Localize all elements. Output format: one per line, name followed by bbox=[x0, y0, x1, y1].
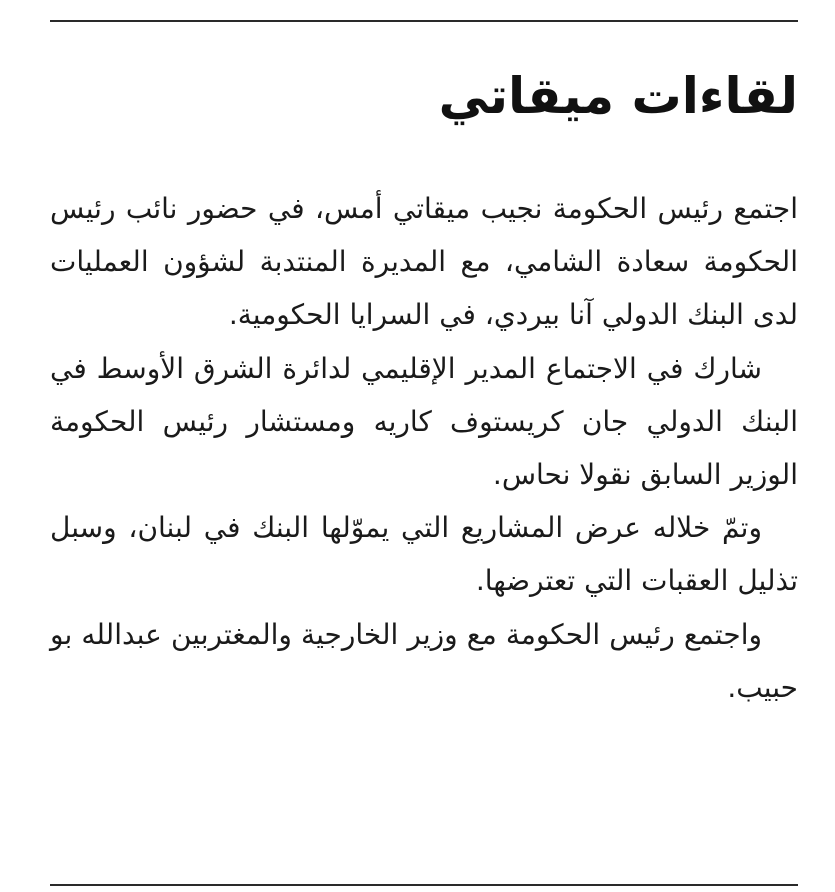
article-body bbox=[50, 182, 798, 714]
article-paragraph: اجتمع رئيس الحكومة نجيب ميقاتي أمس، في حضور نائب رئيس الحكومة سعادة الشامي، مع المديرة المنتدبة لشؤون العمليات لدى البنك الدولي آنا بيردي، في السرايا الحكومية. bbox=[50, 192, 798, 332]
bottom-divider bbox=[50, 884, 798, 886]
top-divider bbox=[50, 20, 798, 22]
article-paragraph: شارك في الاجتماع المدير الإقليمي لدائرة الشرق الأوسط في البنك الدولي جان كريستوف كاريه ومستشار رئيس الحكومة الوزير السابق نقولا نحاس. bbox=[50, 351, 798, 492]
news-article bbox=[50, 56, 798, 714]
article-paragraph: وتمّ خلاله عرض المشاريع التي يموّلها البنك في لبنان، وسبل تذليل العقبات التي تعترضها. bbox=[50, 511, 798, 598]
article-paragraph: واجتمع رئيس الحكومة مع وزير الخارجية والمغتربين عبدالله بو حبيب. bbox=[50, 617, 798, 704]
article-headline: لقاءات ميقاتي bbox=[438, 67, 798, 125]
